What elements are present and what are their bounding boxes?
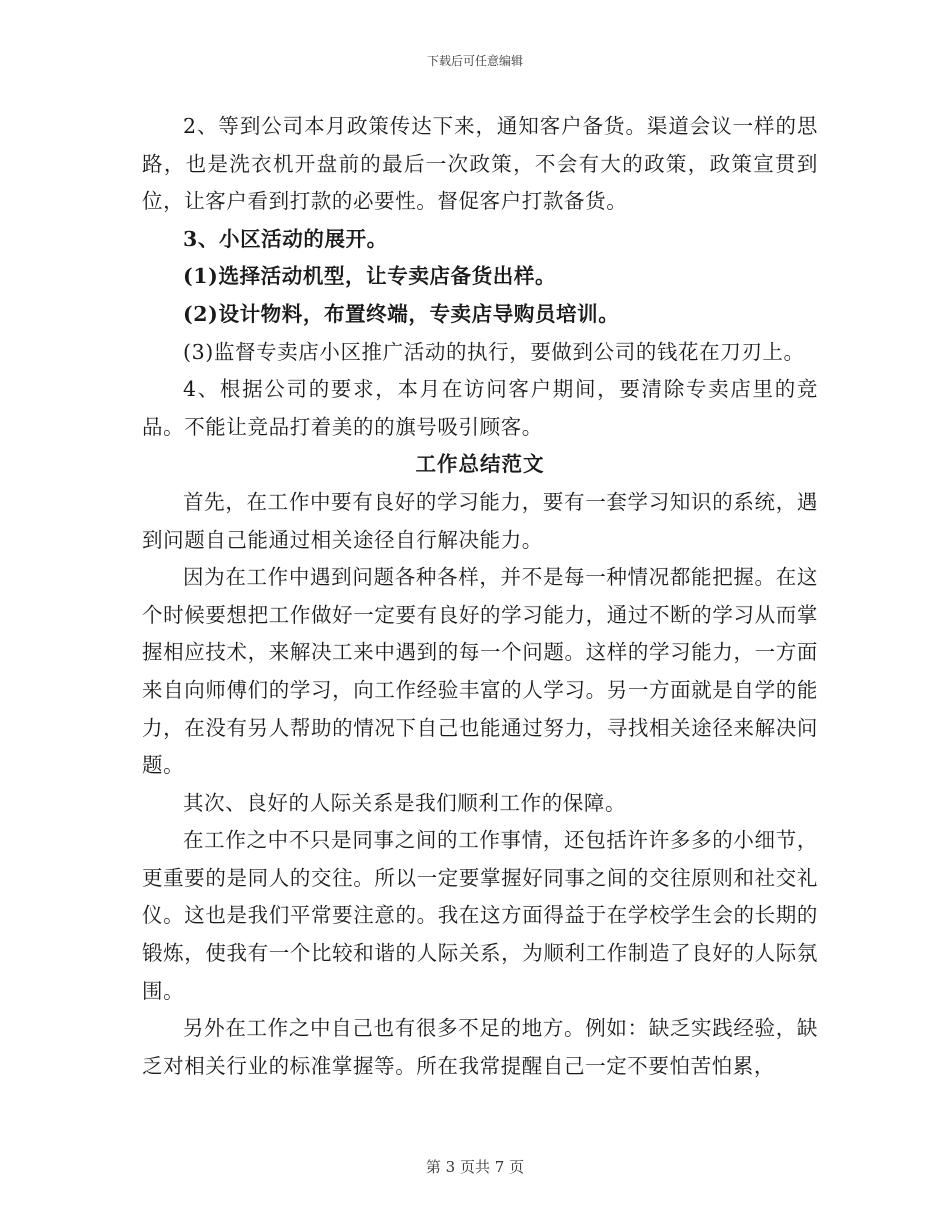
summary-paragraph-first: 首先，在工作中要有良好的学习能力，要有一套学习知识的系统，遇到问题自己能通过相关途径自行解决能力。 (142, 489, 818, 552)
paragraph-item-2: 2、等到公司本月政策传达下来，通知客户备货。渠道会议一样的思路，也是洗衣机开盘前的最后一次政策，不会有大的政策，政策宣贯到位，让客户看到打款的必要性。督促客户打款备货。 (142, 114, 818, 214)
paragraph-item-3-heading: 3、小区活动的展开。 (183, 226, 388, 251)
summary-paragraph-relations: 在工作之中不只是同事之间的工作事情，还包括许许多多的小细节，更重要的是同人的交往。所以一定要掌握好同事之间的交往原则和社交礼仪。这也是我们平常要注意的。我在这方面得益于在学校学生会的长期的锻炼，使我有一个比较和谐的人际关系，为顺利工作制造了良好的人际氛围。 (142, 828, 818, 1003)
section-title: 工作总结范文 (415, 452, 545, 477)
document-body (142, 108, 818, 1085)
summary-paragraph-learning: 因为在工作中遇到问题各种各样，并不是每一种情况都能把握。在这个时候要想把工作做好一定要有良好的学习能力，通过不断的学习从而掌握相应技术，来解决工来中遇到的每一个问题。这样的学习能力，一方面来自向师傅们的学习，向工作经验丰富的人学习。另一方面就是自学的能力，在没有另人帮助的情况下自己也能通过努力，寻找相关途径来解决问题。 (142, 565, 818, 778)
summary-paragraph-second: 其次、良好的人际关系是我们顺利工作的保障。 (183, 790, 627, 815)
paragraph-subitem-3: (3)监督专卖店小区推广活动的执行，要做到公司的钱花在刀刃上。 (183, 339, 805, 364)
paragraph-subitem-2: (2)设计物料，布置终端，专卖店导购员培训。 (183, 301, 620, 326)
page-footer: 第 3 页共 7 页 (425, 1158, 525, 1176)
summary-paragraph-shortcomings: 另外在工作之中自己也有很多不足的地方。例如：缺乏实践经验，缺乏对相关行业的标准掌握等。所在我常提醒自己一定不要怕苦怕累， (142, 1016, 818, 1078)
paragraph-item-4: 4、根据公司的要求，本月在访问客户期间，要清除专卖店里的竞品。不能让竞品打着美的的旗号吸引顾客。 (142, 377, 818, 439)
page-header: 下载后可任意编辑 (426, 54, 523, 68)
paragraph-subitem-1: (1)选择活动机型，让专卖店备货出样。 (183, 264, 557, 289)
